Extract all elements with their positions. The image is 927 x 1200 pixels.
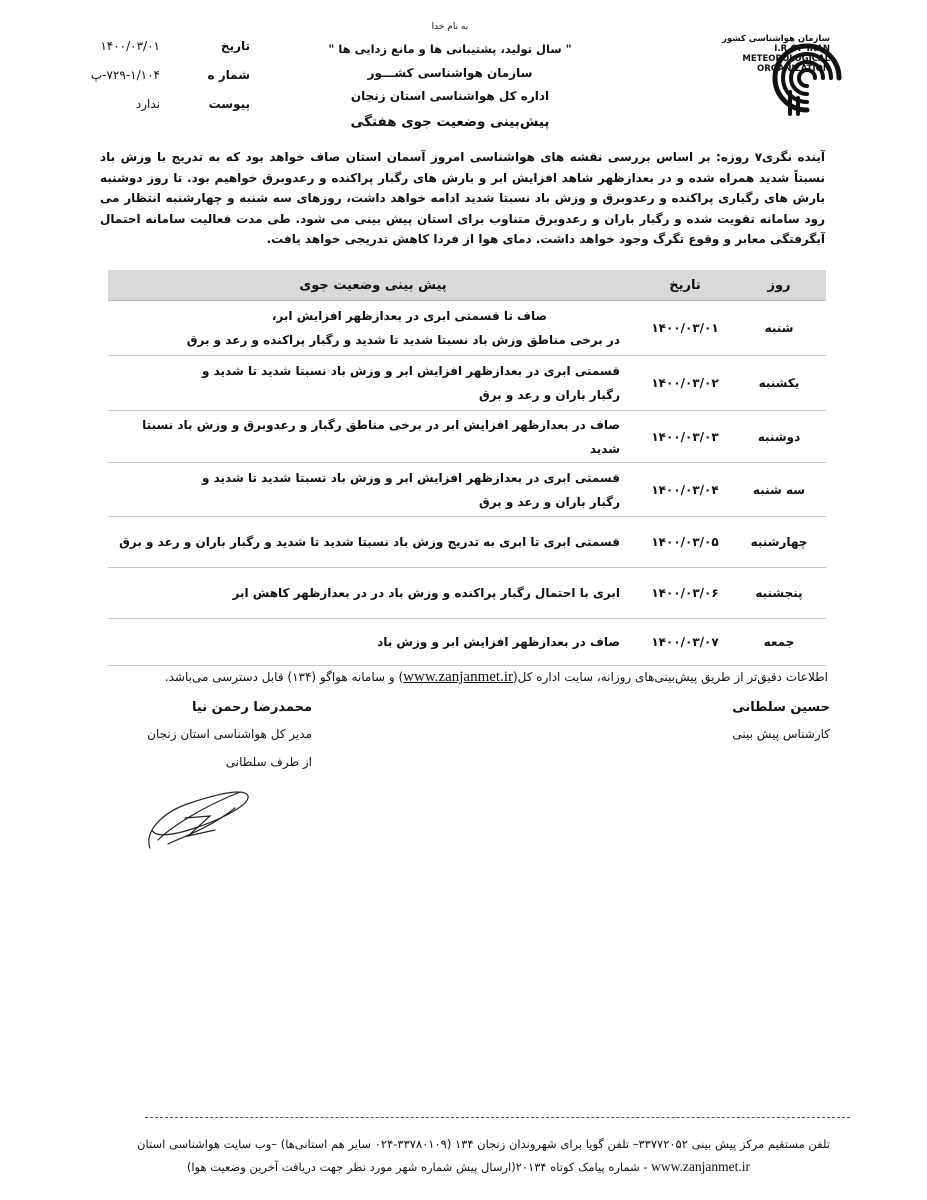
forecast-line: صاف تا قسمتی ابری در بعدازظهر افزایش ابر،	[271, 309, 548, 323]
table-row	[108, 619, 826, 666]
header-forecast: پیش بینی وضعیت جوی	[108, 270, 638, 301]
forecaster-name: حسین سلطانی	[732, 700, 830, 715]
forecast-line: رگبار باران و رعد و برق	[478, 494, 620, 509]
row-day: یکشنبه	[732, 356, 826, 411]
row-day: جمعه	[732, 619, 826, 666]
row-date: ۱۴۰۰/۰۳/۰۴	[638, 463, 732, 517]
logo-caption-en-3: ORGANIZATION	[757, 64, 830, 74]
table-row	[108, 517, 826, 568]
date-value: ۱۴۰۰/۰۳/۰۱	[100, 39, 160, 53]
weekly-forecast-table	[108, 270, 826, 666]
row-day: چهارشنبه	[732, 517, 826, 568]
row-forecast	[108, 619, 638, 666]
row-date: ۱۴۰۰/۰۳/۰۲	[638, 356, 732, 411]
row-forecast	[108, 301, 638, 356]
year-slogan: " سال تولید، پشتیبانی ها و مانع زدایی ها "	[328, 42, 572, 56]
row-forecast	[108, 463, 638, 517]
table-header-row	[108, 270, 826, 301]
table-row	[108, 568, 826, 619]
footer-divider	[145, 1117, 850, 1118]
document-title: پیش‌بینی وضعیت جوی هفتگی	[350, 114, 550, 130]
row-forecast	[108, 411, 638, 463]
number-label: شمار ه	[207, 68, 250, 82]
forecast-line: ابری با احتمال رگبار پراکنده و وزش باد در در بعدازظهر کاهش ابر	[232, 586, 620, 600]
seven-day-outlook: آینده نگری۷ روزه: بر اساس بررسی نقشه های هواشناسی امروز آسمان استان صاف خواهد بود که به تدریج با وزش باد نسبتاً شدید همراه شده و در بعدازظهر شاهد افزایش ابر و بارش های رگبار پراکنده و رعدوبرق خواهیم بود. تا روز دوشنبه بارش های رگباری پراکنده و رعدوبرق و وزش باد نسبتا شدید ادامه خواهد داشت، روزهای سه شنبه و چهارشنبه انتظار می رود سامانه تقویت شده و رگبار باران و رعدوبرق متناوب برای استان پیش بینی می شود. طی مدت فعالیت سامانه احتمال آبگرفتگی معابر و وقوع تگرگ وجود خواهد داشت. دمای هوا از فردا کاهش تدریجی خواهد یافت.	[100, 150, 825, 247]
contact-line: تلفن مستقیم مرکز پیش بینی ۳۳۷۷۲۰۵۲– تلفن گویا برای شهروندان زنجان ۱۳۴ (۳۳۷۸۰۱۰۹-۰۲۴ سایر هم استانی‌ها) –وب سایت هواشناسی استان	[137, 1137, 830, 1151]
row-date: ۱۴۰۰/۰۳/۰۶	[638, 568, 732, 619]
director-title: مدیر کل هواشناسی استان زنجان	[147, 727, 312, 741]
on-behalf-note: از طرف سلطانی	[225, 755, 312, 769]
row-forecast	[108, 356, 638, 411]
table-row	[108, 463, 826, 517]
header-day: روز	[732, 270, 826, 301]
row-day: پنجشنبه	[732, 568, 826, 619]
logo-caption-en-1: I.R.OF IRAN	[774, 44, 830, 54]
row-date: ۱۴۰۰/۰۳/۰۱	[638, 301, 732, 356]
forecast-line: صاف در بعدازظهر افزایش ابر در برخی مناطق رگبار و رعدوبرق و وزش باد نسبتا شدید	[142, 417, 620, 456]
row-day: شنبه	[732, 301, 826, 356]
logo-caption	[640, 34, 830, 74]
forecaster-title: کارشناس پیش بینی	[732, 727, 830, 741]
table-row	[108, 301, 826, 356]
row-date: ۱۴۰۰/۰۳/۰۵	[638, 517, 732, 568]
forecast-line: قسمتی ابری در بعدازظهر افزایش ابر و وزش باد نسبتا شدید تا شدید و	[201, 364, 620, 378]
invocation: به نام خدا	[431, 22, 469, 32]
handwritten-signature	[140, 778, 255, 853]
forecast-line: صاف در بعدازظهر افزایش ابر و وزش باد	[377, 635, 620, 649]
contact-line-2	[120, 1159, 750, 1175]
forecast-line: قسمتی ابری تا ابری به تدریج وزش باد نسبتا شدید تا شدید و رگبار باران و رعد و برق	[119, 535, 620, 549]
row-forecast	[108, 517, 638, 568]
info-text-before: اطلاعات دقیق‌تر از طریق پیش‌بینی‌های روزانه، سایت اداره کل(	[513, 670, 828, 684]
row-forecast	[108, 568, 638, 619]
office-name: اداره کل هواشناسی استان زنجان	[350, 89, 550, 103]
row-date: ۱۴۰۰/۰۳/۰۷	[638, 619, 732, 666]
forecast-line: در برخی مناطق وزش باد نسبتا شدید تا شدید و رگبار پراکنده و رعد و برق	[186, 333, 620, 347]
organization-name: سازمان هواشناسی کشـــور	[367, 66, 533, 80]
forecast-line: رگبار باران و رعد و برق	[478, 388, 620, 402]
sms-info: - شماره پیامک کوتاه ۲۰۱۳۴(ارسال پیش شماره شهر مورد نظر جهت دریافت آخرین وضعیت هوا)	[186, 1160, 652, 1174]
logo-caption-fa: سازمان هواشناسی کشور	[721, 34, 830, 44]
forecast-line: قسمتی ابری در بعدازظهر افزایش ابر و وزش باد نسبتا شدید تا شدید و	[201, 470, 620, 485]
attachment-value: ندارد	[135, 97, 160, 111]
date-label: تاریخ	[220, 39, 250, 53]
info-text-after: ) و سامانه هواگو (۱۳۴) قابل دسترسی می‌باشد.	[164, 670, 404, 684]
logo-caption-en-2: METEOROLOGICAL	[742, 54, 830, 64]
footer-website-link[interactable]: www.zanjanmet.ir	[651, 1159, 750, 1174]
row-date: ۱۴۰۰/۰۳/۰۳	[638, 411, 732, 463]
table-row	[108, 356, 826, 411]
header-date: تاریخ	[638, 270, 732, 301]
row-day: دوشنبه	[732, 411, 826, 463]
director-name: محمدرضا رحمن نیا	[192, 700, 312, 715]
number-value: ۷۲۹-۱/۱۰۴-پ	[90, 68, 160, 82]
row-day: سه شنبه	[732, 463, 826, 517]
website-link[interactable]: www.zanjanmet.ir	[403, 669, 513, 685]
table-row	[108, 411, 826, 463]
attachment-label: پیوست	[208, 97, 250, 111]
more-info-note	[130, 669, 828, 686]
